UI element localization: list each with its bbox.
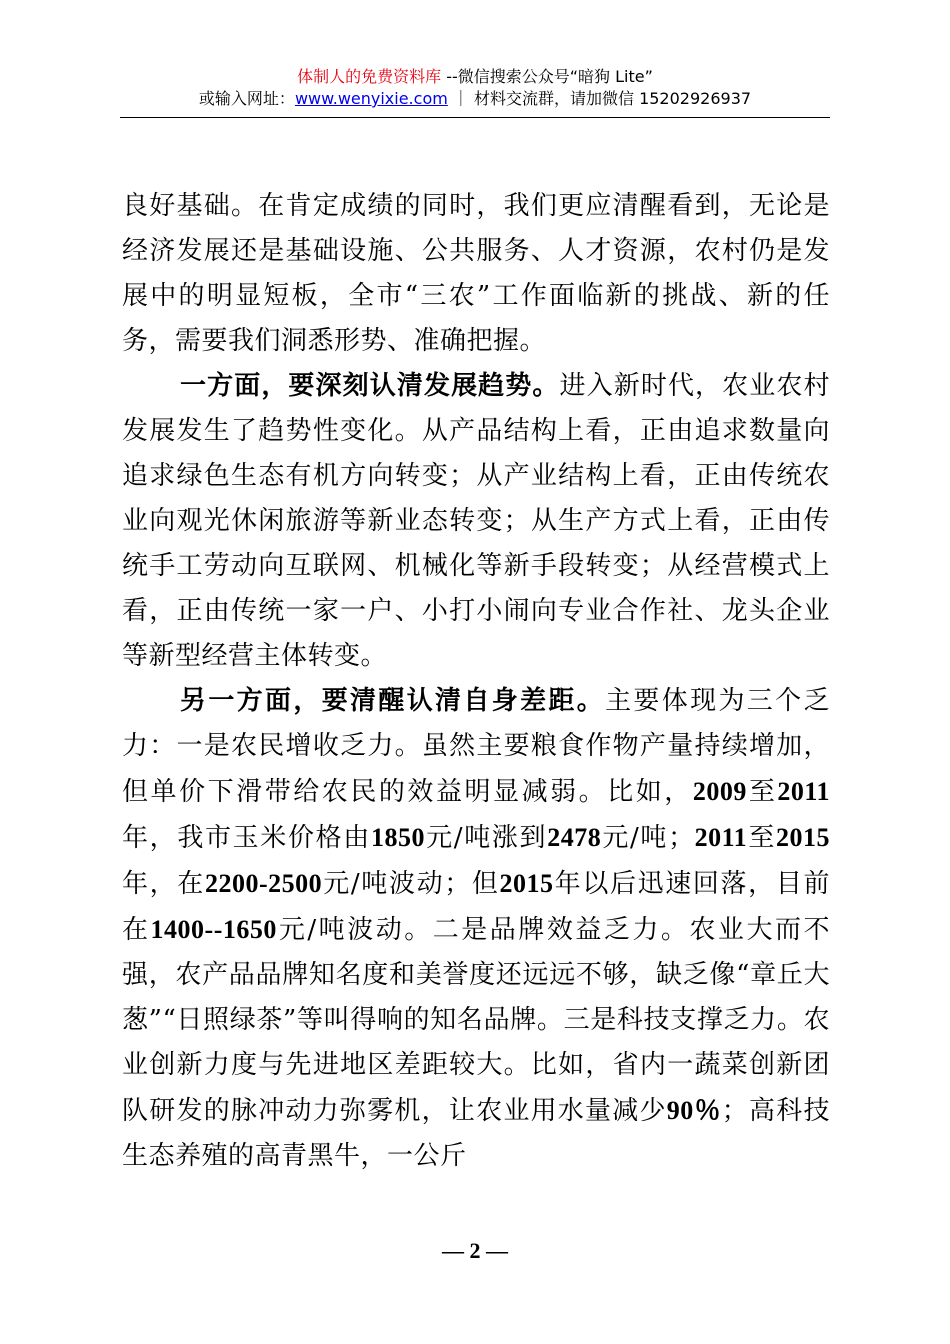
header-url-prefix: 或输入网址： [198,89,295,108]
number: 2200-2500 [204,869,323,898]
paragraph-2-text: 进入新时代，农业农村发展发生了趋势性变化。从产品结构上看，正由追求数量向追求绿色生态有机方向转变；从产业结构上看，正由传统农业向观光休闲旅游等新业态转变；从生产方式上看，正由传统手工劳动向互联网、机械化等新手段转变；从经营模式上看，正由传统一家一户、小打小闹向专业合作社、龙头企业等新型经营主体转变。 [122,371,830,671]
text-segment: 元/吨波动；但 [322,869,500,899]
number: 1850 [370,823,425,852]
page-number: — 2 — [442,1238,508,1263]
number: 1400--1650 [150,915,277,944]
header-wechat-note: --微信搜索公众号“暗狗 Lite” [441,67,653,86]
number: 90％ [666,1096,722,1125]
text-segment: 元/吨波动。二是品牌效益乏力。农业大而不强，农产品品牌知名度和美誉度还远远不够，缺乏像“章丘大葱”“日照绿茶”等叫得响的知名品牌。三是科技支撑乏力。农业创新力度与先进地区差距较大。比如，省内一蔬菜创新团队研发的脉冲动力弥雾机，让农业用水量减少 [122,915,830,1126]
header-brand: 体制人的免费资料库 [297,67,442,86]
header-line-1 [120,66,830,88]
text-segment: 元/吨； [601,823,695,853]
header-divider [120,117,830,118]
header-contact: ｜ 材料交流群，请加微信 15202926937 [447,89,752,108]
paragraph-2 [122,364,830,679]
number: 2011 [777,777,830,806]
text-segment: ；高科技生态养殖的高青黑牛，一公斤 [122,1096,830,1171]
paragraph-3 [122,679,830,1179]
text-segment: 至 [747,823,776,853]
text-segment: 年，我市玉米价格由 [122,823,371,853]
text-segment: 主要体现为三个乏力：一是农民增收乏力。虽然主要粮食作物产量持续增加，但单价下滑带给农民的效益明显减弱。比如， [122,686,830,807]
text-segment: 年以后迅速回落，目前在 [122,869,830,945]
text-segment: 年，在 [122,869,205,899]
header-line-2 [120,88,830,110]
text-segment: 至 [746,777,778,807]
header-url-link[interactable]: www.wenyixie.com [294,89,448,108]
paragraph-1: 良好基础。在肯定成绩的同时，我们更应清醒看到，无论是经济发展还是基础设施、公共服务、人才资源，农村仍是发展中的明显短板，全市“三农”工作面临新的挑战、新的任务，需要我们洞悉形势、准确把握。 [122,191,830,356]
paragraph-2-heading: 一方面，要深刻认清发展趋势。 [180,371,560,401]
document-body [122,184,830,1179]
paragraph-3-heading: 另一方面，要清醒认清自身差距。 [180,686,606,716]
number: 2015 [776,823,830,852]
page-header [120,66,830,110]
number: 2015 [499,869,554,898]
number: 2011 [694,823,748,852]
number: 2009 [692,777,747,806]
text-segment: 元/吨涨到 [424,823,548,853]
number: 2478 [547,823,602,852]
